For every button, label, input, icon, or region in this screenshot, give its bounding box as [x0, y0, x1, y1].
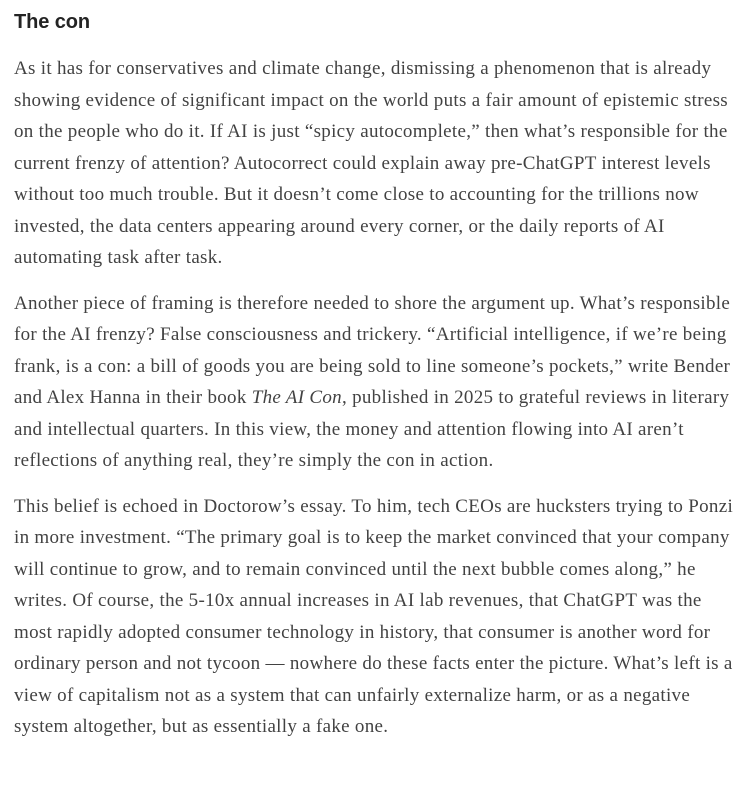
section-heading: The con: [14, 11, 90, 33]
paragraph-text: This belief is echoed in Doctorow’s essay. To him, tech CEOs are hucksters trying to Ponzi in more investment. “The primary goal is to keep the market convinced that your company will continue to grow, and to remain convinced until the next bubble comes along,” he writes. Of course, the 5-10x annual increases in AI lab revenues, that ChatGPT was the most rapidly adopted consumer technology in history, that consumer is another word for ordinary person and not tycoon — nowhere do these facts enter the picture. What’s left is a view of capitalism not as a system that can unfairly externalize harm, or as a negative system altogether, but as essentially a fake one.: [14, 495, 734, 737]
paragraph-text: Another piece of framing is therefore needed to shore the argument up. What’s responsible for the AI frenzy? False consciousness and trickery. “Artificial intelligence, if we’re being frank, is a con: a bill of goods you are being sold to line someone’s pockets,” write Bender and Alex Hanna in their book: [14, 292, 731, 408]
book-title-italic: The AI Con: [251, 387, 342, 408]
paragraph-text: As it has for conservatives and climate change, dismissing a phenomenon that is already showing evidence of significant impact on the world puts a fair amount of epistemic stress on the people who do it. If AI is just “spicy autocomplete,” then what’s responsible for the current frenzy of attention? Autocorrect could explain away pre-ChatGPT interest levels without too much trouble. But it doesn’t come close to accounting for the trillions now invested, the data centers appearing around every corner, or the daily reports of AI automating task after task.: [14, 58, 728, 268]
paragraph: [14, 491, 742, 743]
paragraph-text: , published in 2025 to grateful reviews in literary and intellectual quarters. In this view, the money and attention flowing into AI aren’t reflections of anything real, they’re simply the con in action.: [14, 387, 730, 471]
paragraph: [14, 53, 742, 274]
paragraph: [14, 288, 742, 477]
article-body: [14, 53, 742, 743]
